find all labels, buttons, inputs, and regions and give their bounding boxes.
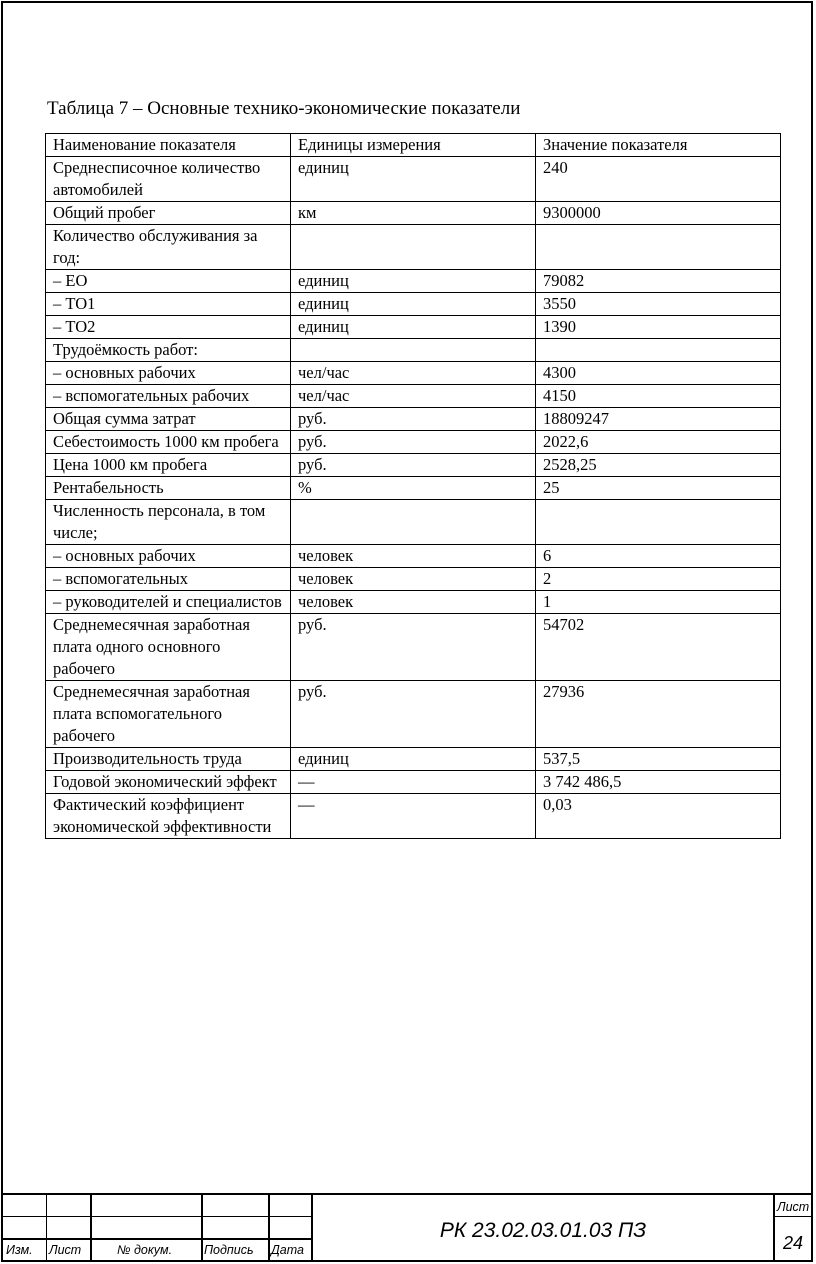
table-cell: – ЕО [46, 270, 291, 293]
table-cell: 25 [536, 477, 781, 500]
table-cell: 9300000 [536, 202, 781, 225]
table-cell [291, 500, 536, 545]
table-cell: Общая сумма затрат [46, 408, 291, 431]
table-cell: руб. [291, 614, 536, 681]
table-caption: Таблица 7 – Основные технико-экономические показатели [47, 98, 521, 119]
table-row [46, 568, 781, 591]
table-cell: Среднесписочное количество автомобилей [46, 157, 291, 202]
table-cell: 3550 [536, 293, 781, 316]
table-cell: – вспомогательных [46, 568, 291, 591]
table-cell: – основных рабочих [46, 362, 291, 385]
table-cell: 79082 [536, 270, 781, 293]
table-row [46, 157, 781, 202]
table-cell: Трудоёмкость работ: [46, 339, 291, 362]
table-row [46, 748, 781, 771]
stamp-date-label: Дата [271, 1243, 304, 1257]
table-row [46, 681, 781, 748]
table-cell: человек [291, 545, 536, 568]
table-cell: человек [291, 591, 536, 614]
title-block [1, 1193, 813, 1262]
table-row [46, 339, 781, 362]
table-row [46, 771, 781, 794]
table-cell: единиц [291, 157, 536, 202]
table-cell: Себестоимость 1000 км пробега [46, 431, 291, 454]
table-cell: руб. [291, 681, 536, 748]
table-cell: 4150 [536, 385, 781, 408]
table-row [46, 500, 781, 545]
table-cell: 18809247 [536, 408, 781, 431]
table-cell: Общий пробег [46, 202, 291, 225]
table-row [46, 202, 781, 225]
table-cell [291, 225, 536, 270]
table-row [46, 591, 781, 614]
table-row [46, 225, 781, 270]
table-cell: – ТО1 [46, 293, 291, 316]
table-cell: 6 [536, 545, 781, 568]
table-cell: 3 742 486,5 [536, 771, 781, 794]
sheet-number: 24 [782, 1233, 804, 1253]
table-cell: — [291, 794, 536, 839]
stamp-izm-label: Изм. [6, 1243, 33, 1257]
table-row [46, 477, 781, 500]
table-cell: 240 [536, 157, 781, 202]
table-cell: Цена 1000 км пробега [46, 454, 291, 477]
stamp-doc-no-label: № докум. [117, 1243, 173, 1257]
table-row [46, 270, 781, 293]
table-cell: % [291, 477, 536, 500]
table-cell [536, 339, 781, 362]
table-cell: единиц [291, 748, 536, 771]
table-row [46, 385, 781, 408]
stamp-list-label: Лист [49, 1243, 82, 1257]
table-row [46, 454, 781, 477]
document-code: РК 23.02.03.01.03 ПЗ [439, 1219, 647, 1242]
stamp-signature-label: Подпись [204, 1243, 254, 1257]
table-cell: Производительность труда [46, 748, 291, 771]
table-row [46, 316, 781, 339]
table-row [46, 545, 781, 568]
table-cell: – вспомогательных рабочих [46, 385, 291, 408]
table-cell: 4300 [536, 362, 781, 385]
table-header-row [46, 134, 781, 157]
table-cell: 2528,25 [536, 454, 781, 477]
table-cell: — [291, 771, 536, 794]
table-row [46, 293, 781, 316]
table-cell: чел/час [291, 362, 536, 385]
table-cell: руб. [291, 408, 536, 431]
table-cell: Количество обслуживания за год: [46, 225, 291, 270]
table-row [46, 431, 781, 454]
table-cell [536, 500, 781, 545]
table-cell: – руководителей и специалистов [46, 591, 291, 614]
table-cell: 1 [536, 591, 781, 614]
table-header-cell: Наименование показателя [46, 134, 291, 157]
table-row [46, 794, 781, 839]
table-cell: руб. [291, 431, 536, 454]
table-cell: 0,03 [536, 794, 781, 839]
table-cell: Среднемесячная заработная плата вспомогательного рабочего [46, 681, 291, 748]
table-cell: Среднемесячная заработная плата одного основного рабочего [46, 614, 291, 681]
table-row [46, 614, 781, 681]
table-cell: Годовой экономический эффект [46, 771, 291, 794]
table-row [46, 362, 781, 385]
table-cell: 537,5 [536, 748, 781, 771]
indicators-table [45, 133, 781, 839]
table-cell: человек [291, 568, 536, 591]
table-cell: 2 [536, 568, 781, 591]
table-cell: км [291, 202, 536, 225]
table-cell: – ТО2 [46, 316, 291, 339]
table-cell: Фактический коэффициент экономической эффективности [46, 794, 291, 839]
table-cell: чел/час [291, 385, 536, 408]
table-cell: 27936 [536, 681, 781, 748]
table-cell: 1390 [536, 316, 781, 339]
table-cell: единиц [291, 270, 536, 293]
table-cell: руб. [291, 454, 536, 477]
table-cell [291, 339, 536, 362]
table-header-cell: Единицы измерения [291, 134, 536, 157]
table-cell: 54702 [536, 614, 781, 681]
table-cell: 2022,6 [536, 431, 781, 454]
table-cell: единиц [291, 316, 536, 339]
stamp-sheet-label: Лист [777, 1200, 810, 1214]
table-row [46, 408, 781, 431]
table-cell: единиц [291, 293, 536, 316]
table-cell: Численность персонала, в том числе; [46, 500, 291, 545]
table-cell [536, 225, 781, 270]
table-cell: – основных рабочих [46, 545, 291, 568]
table-cell: Рентабельность [46, 477, 291, 500]
table-header-cell: Значение показателя [536, 134, 781, 157]
